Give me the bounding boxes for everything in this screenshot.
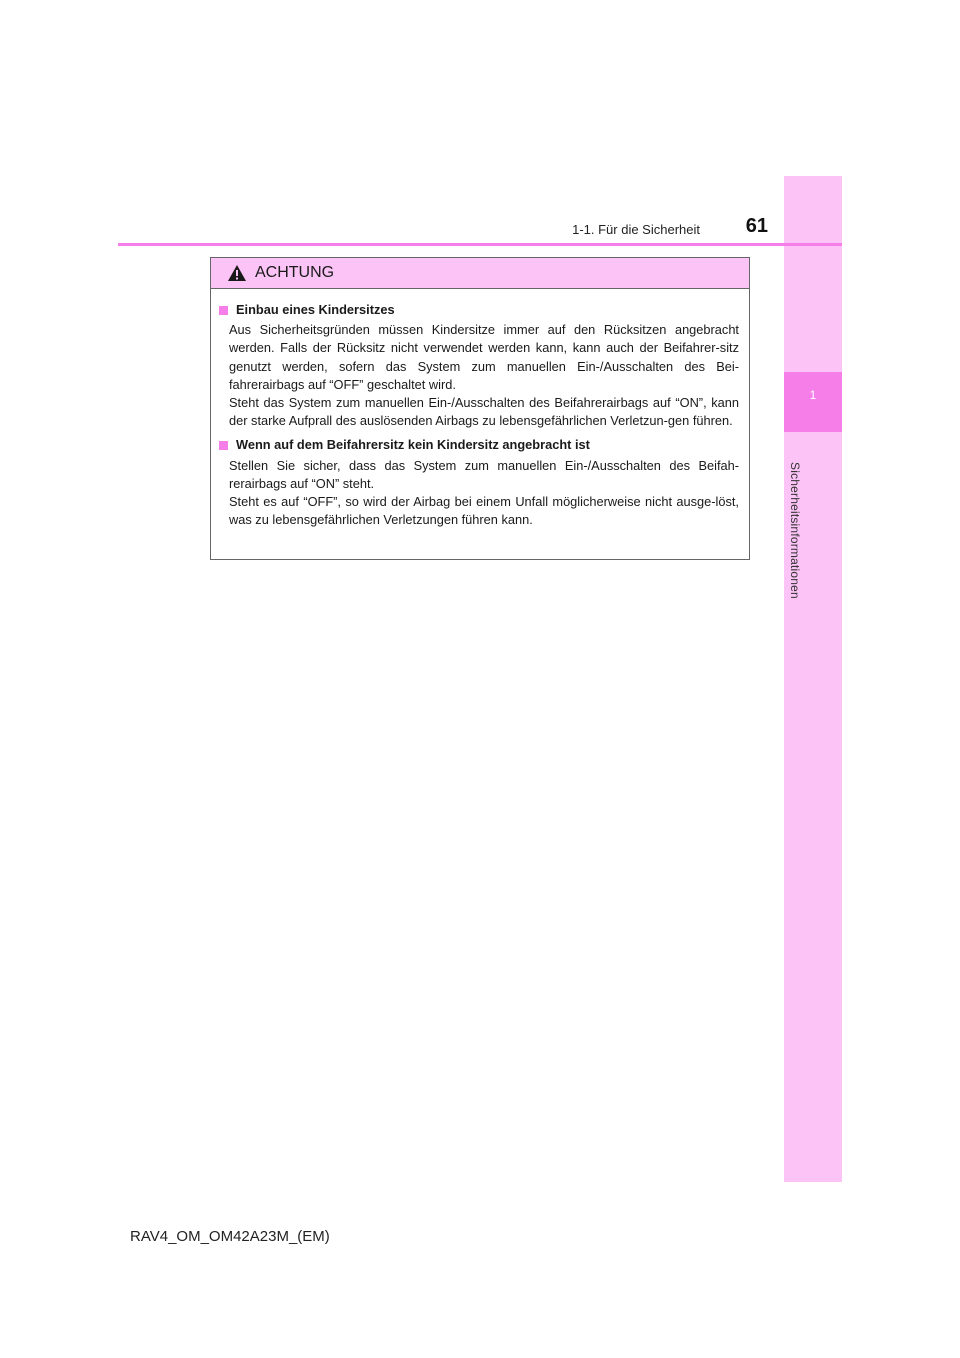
section-title: 1-1. Für die Sicherheit: [572, 222, 700, 237]
warning-triangle-icon: [227, 264, 247, 282]
warning-item-heading: [219, 301, 739, 319]
square-bullet-icon: [219, 441, 228, 450]
warning-item-text: [219, 321, 739, 430]
warning-box: [210, 257, 750, 560]
warning-title: ACHTUNG: [255, 264, 335, 281]
warning-item: [219, 436, 739, 529]
warning-paragraph: Steht das System zum manuellen Ein-/Ausschalten des Beifahrerairbags auf “ON”, kann der starke Aufprall des auslösenden Airbags zu lebensgefährlichen Verletzun-gen führen.: [229, 395, 739, 429]
page-number: 61: [745, 215, 768, 237]
header-rule: [118, 243, 842, 246]
warning-item-heading-text: Einbau eines Kindersitzes: [236, 302, 395, 317]
chapter-label: Sicherheitsinformationen: [788, 462, 802, 599]
chapter-sidebar: [784, 176, 842, 1182]
warning-item-heading-text: Wenn auf dem Beifahrersitz kein Kindersitz angebracht ist: [236, 437, 590, 453]
chapter-number: 1: [809, 388, 817, 402]
warning-paragraph: Steht es auf “OFF”, so wird der Airbag bei einem Unfall möglicherweise nicht ausge-löst, was zu lebensgefährlichen Verletzungen führen kann.: [229, 494, 739, 528]
warning-item-text: [219, 457, 739, 530]
warning-header: [211, 258, 749, 289]
warning-paragraph: Aus Sicherheitsgründen müssen Kindersitze immer auf den Rücksitzen angebracht werden. Falls der Rücksitz nicht verwendet werden kann, kann auch der Beifahrer-sitz genutzt werden, sofern das System zum manuellen Ein-/Ausschalten des Bei-fahrerairbags auf “OFF” geschaltet wird.: [229, 322, 739, 392]
chapter-tab: [784, 372, 842, 432]
document-code: RAV4_OM_OM42A23M_(EM): [130, 1228, 330, 1245]
square-bullet-icon: [219, 306, 228, 315]
warning-paragraph: Stellen Sie sicher, dass das System zum manuellen Ein-/Ausschalten des Beifah-rerairbags auf “ON” steht.: [229, 457, 739, 491]
warning-item: [219, 301, 739, 430]
warning-item-heading: [219, 436, 739, 454]
warning-body: [211, 289, 749, 529]
